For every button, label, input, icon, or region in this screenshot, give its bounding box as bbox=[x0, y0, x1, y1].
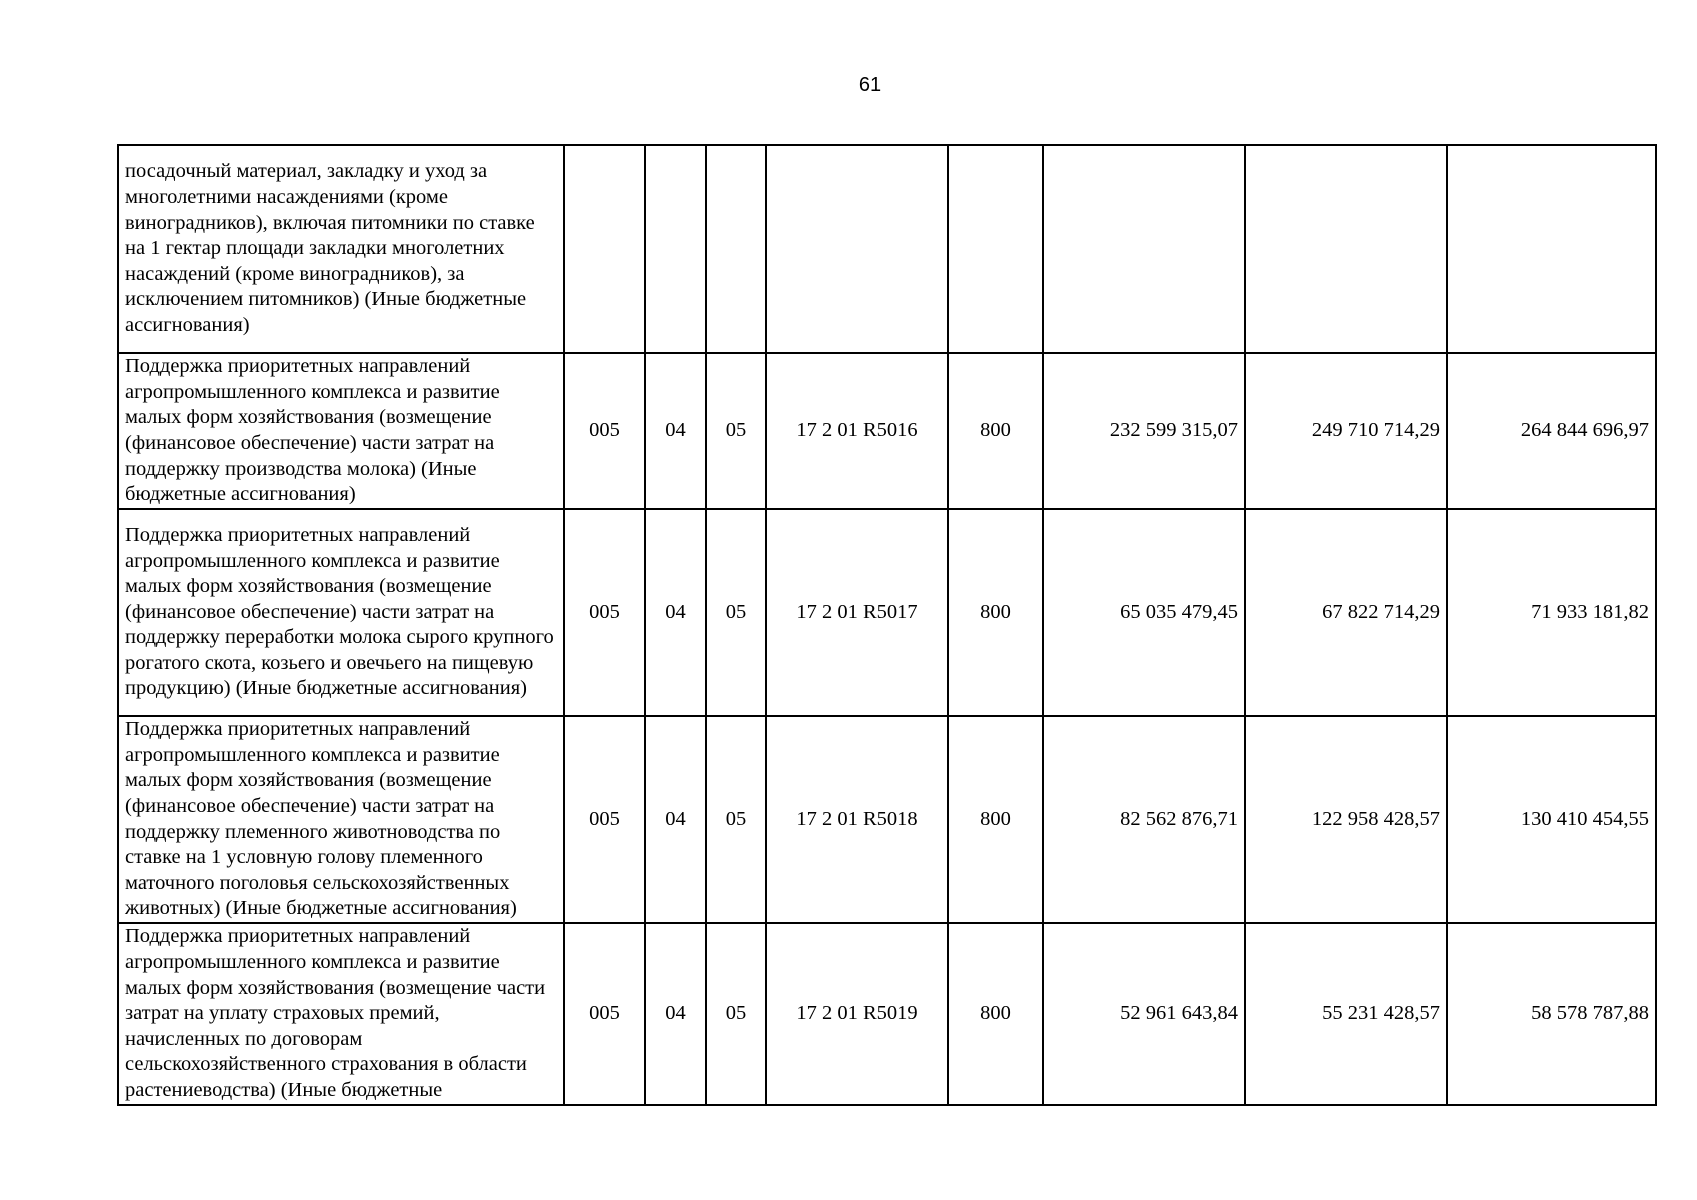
ministry-code bbox=[564, 145, 645, 353]
section-code: 04 bbox=[645, 353, 706, 509]
amount-year-2: 67 822 714,29 bbox=[1245, 509, 1447, 716]
expense-type-code: 800 bbox=[948, 509, 1043, 716]
section-code: 04 bbox=[645, 716, 706, 923]
target-article-code: 17 2 01 R5018 bbox=[766, 716, 948, 923]
amount-year-1: 232 599 315,07 bbox=[1043, 353, 1245, 509]
ministry-code: 005 bbox=[564, 716, 645, 923]
amount-year-3: 264 844 696,97 bbox=[1447, 353, 1656, 509]
table-row bbox=[118, 923, 1656, 1105]
expense-type-code: 800 bbox=[948, 923, 1043, 1105]
ministry-code: 005 bbox=[564, 923, 645, 1105]
ministry-code: 005 bbox=[564, 509, 645, 716]
amount-year-1 bbox=[1043, 145, 1245, 353]
expense-description: Поддержка приоритетных направлений агропромышленного комплекса и развитие малых форм хозяйствования (возмещение (финансовое обеспечение) части затрат на поддержку переработки молока сырого крупного рогатого скота, козьего и овечьего на пищевую продукцию) (Иные бюджетные ассигнования) bbox=[118, 509, 564, 716]
amount-year-3 bbox=[1447, 145, 1656, 353]
expense-description: Поддержка приоритетных направлений агропромышленного комплекса и развитие малых форм хозяйствования (возмещение (финансовое обеспечение) части затрат на поддержку производства молока) (Иные бюджетные ассигнования) bbox=[118, 353, 564, 509]
amount-year-1: 52 961 643,84 bbox=[1043, 923, 1245, 1105]
subsection-code: 05 bbox=[706, 923, 766, 1105]
section-code: 04 bbox=[645, 923, 706, 1105]
amount-year-2: 122 958 428,57 bbox=[1245, 716, 1447, 923]
ministry-code: 005 bbox=[564, 353, 645, 509]
subsection-code: 05 bbox=[706, 716, 766, 923]
amount-year-2: 55 231 428,57 bbox=[1245, 923, 1447, 1105]
target-article-code bbox=[766, 145, 948, 353]
subsection-code: 05 bbox=[706, 509, 766, 716]
expense-description: Поддержка приоритетных направлений агропромышленного комплекса и развитие малых форм хозяйствования (возмещение (финансовое обеспечение) части затрат на поддержку племенного животноводства по ставке на 1 условную голову племенного маточного поголовья сельскохозяйственных животных) (Иные бюджетные ассигнования) bbox=[118, 716, 564, 923]
expense-type-code: 800 bbox=[948, 353, 1043, 509]
table-row bbox=[118, 353, 1656, 509]
table-row bbox=[118, 509, 1656, 716]
amount-year-3: 71 933 181,82 bbox=[1447, 509, 1656, 716]
target-article-code: 17 2 01 R5019 bbox=[766, 923, 948, 1105]
expense-type-code: 800 bbox=[948, 716, 1043, 923]
section-code: 04 bbox=[645, 509, 706, 716]
page-number: 61 bbox=[858, 74, 882, 96]
amount-year-1: 82 562 876,71 bbox=[1043, 716, 1245, 923]
amount-year-3: 58 578 787,88 bbox=[1447, 923, 1656, 1105]
table-row bbox=[118, 145, 1656, 353]
expense-type-code bbox=[948, 145, 1043, 353]
subsection-code bbox=[706, 145, 766, 353]
table-row bbox=[118, 716, 1656, 923]
target-article-code: 17 2 01 R5016 bbox=[766, 353, 948, 509]
target-article-code: 17 2 01 R5017 bbox=[766, 509, 948, 716]
expense-description: Поддержка приоритетных направлений агропромышленного комплекса и развитие малых форм хозяйствования (возмещение части затрат на уплату страховых премий, начисленных по договорам сельскохозяйственного страхования в области растениеводства) (Иные бюджетные bbox=[118, 923, 564, 1105]
amount-year-1: 65 035 479,45 bbox=[1043, 509, 1245, 716]
subsection-code: 05 bbox=[706, 353, 766, 509]
budget-table bbox=[117, 144, 1657, 1106]
expense-description: посадочный материал, закладку и уход за многолетними насаждениями (кроме виноградников), включая питомники по ставке на 1 гектар площади закладки многолетних насаждений (кроме виноградников), за исключением питомников) (Иные бюджетные ассигнования) bbox=[118, 145, 564, 353]
amount-year-2: 249 710 714,29 bbox=[1245, 353, 1447, 509]
amount-year-3: 130 410 454,55 bbox=[1447, 716, 1656, 923]
section-code bbox=[645, 145, 706, 353]
amount-year-2 bbox=[1245, 145, 1447, 353]
